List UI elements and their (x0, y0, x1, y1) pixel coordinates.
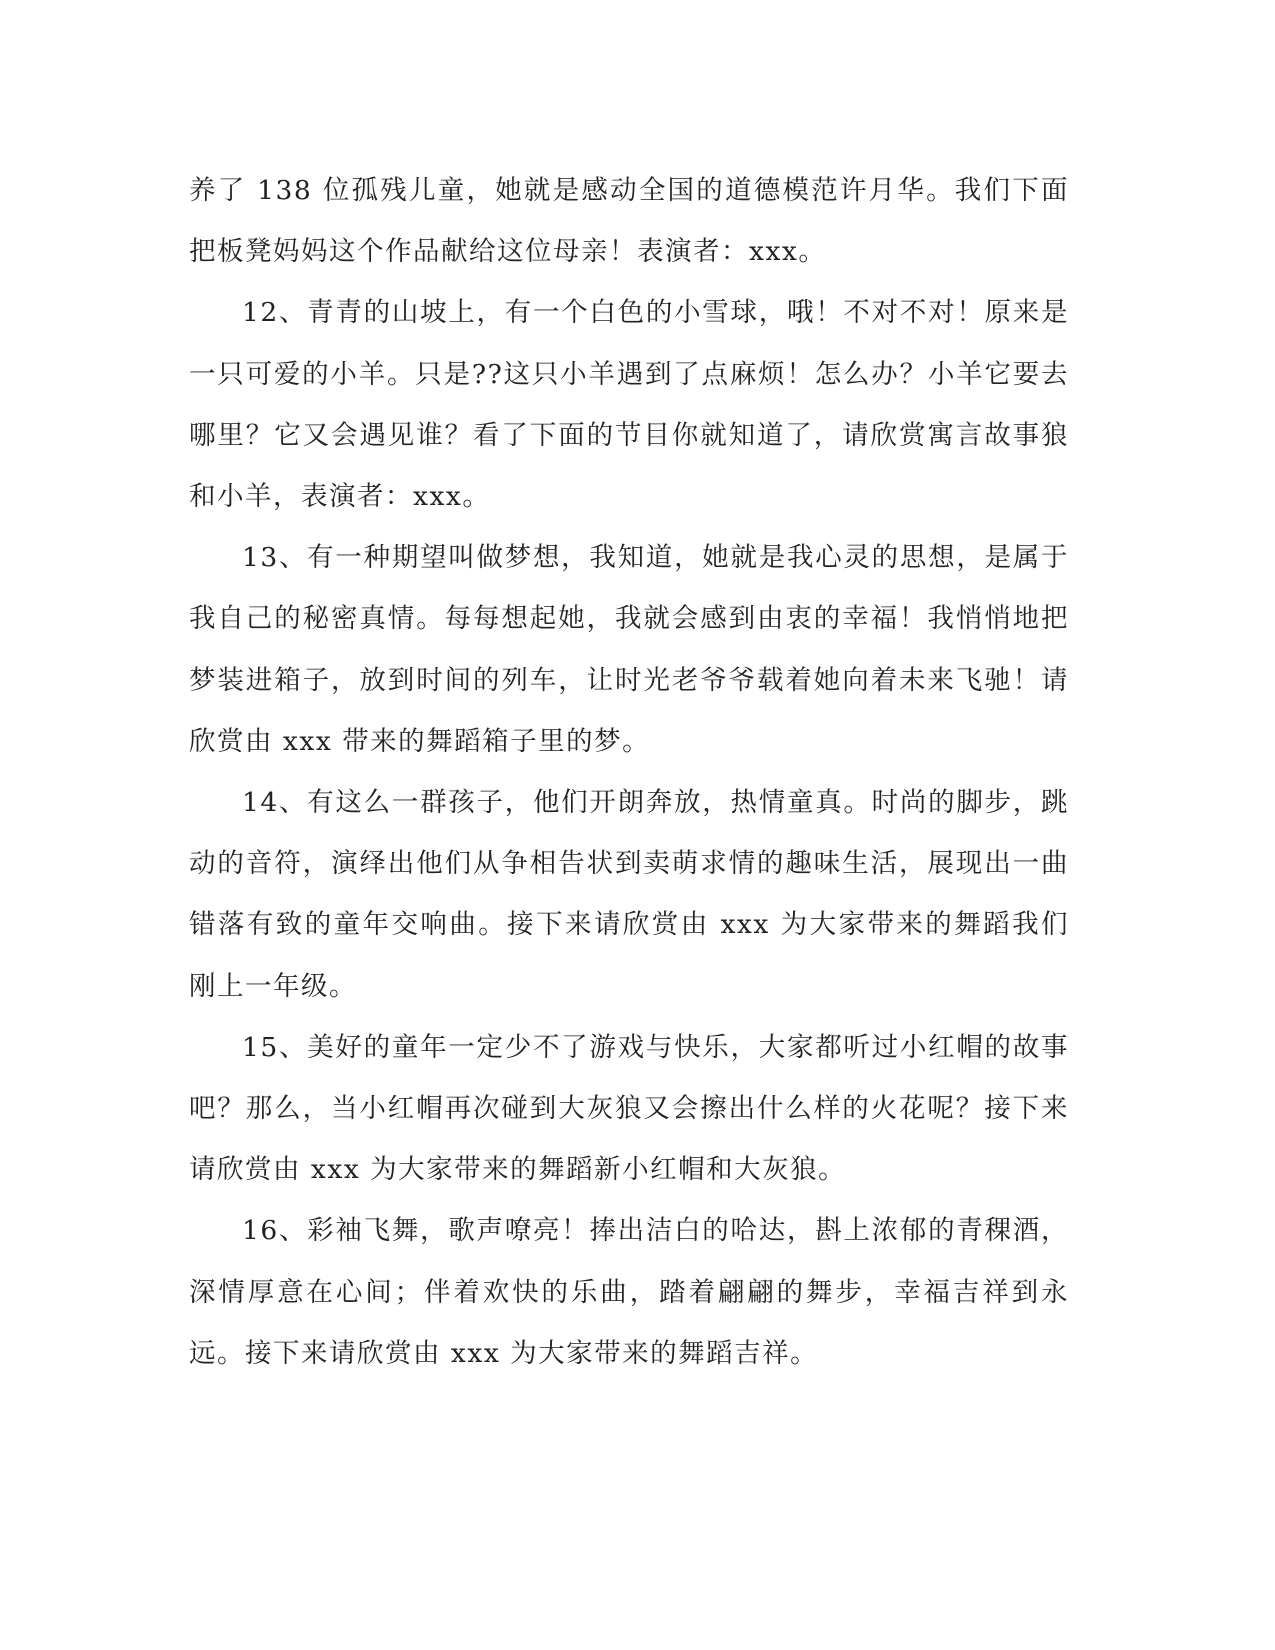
paragraph-item-12: 12、青青的山坡上，有一个白色的小雪球，哦！不对不对！原来是一只可爱的小羊。只是??这只小羊遇到了点麻烦！怎么办？小羊它要去哪里？它又会遇见谁？看了下面的节目你就知道了，请欣赏寓言故事狼和小羊，表演者：xxx。 (189, 297, 1069, 513)
paragraph-continuation: 养了 138 位孤残儿童，她就是感动全国的道德模范许月华。我们下面把板凳妈妈这个作品献给这位母亲！表演者：xxx。 (189, 175, 1069, 268)
paragraph-item-16: 16、彩袖飞舞，歌声嘹亮！捧出洁白的哈达，斟上浓郁的青稞酒，深情厚意在心间；伴着欢快的乐曲，踏着翩翩的舞步，幸福吉祥到永远。接下来请欣赏由 xxx 为大家带来的舞蹈吉祥。 (189, 1215, 1069, 1369)
document-body (189, 160, 1069, 1384)
paragraph-item-13: 13、有一种期望叫做梦想，我知道，她就是我心灵的思想，是属于我自己的秘密真情。每每想起她，我就会感到由衷的幸福！我悄悄地把梦装进箱子，放到时间的列车，让时光老爷爷载着她向着未来飞驰！请欣赏由 xxx 带来的舞蹈箱子里的梦。 (189, 542, 1069, 757)
paragraph-item-15: 15、美好的童年一定少不了游戏与快乐，大家都听过小红帽的故事吧？那么，当小红帽再次碰到大灰狼又会擦出什么样的火花呢？接下来请欣赏由 xxx 为大家带来的舞蹈新小红帽和大灰狼。 (189, 1031, 1069, 1186)
paragraph-item-14: 14、有这么一群孩子，他们开朗奔放，热情童真。时尚的脚步，跳动的音符，演绎出他们从争相告状到卖萌求情的趣味生活，展现出一曲错落有致的童年交响曲。接下来请欣赏由 xxx 为大家带来的舞蹈我们刚上一年级。 (189, 787, 1069, 1002)
